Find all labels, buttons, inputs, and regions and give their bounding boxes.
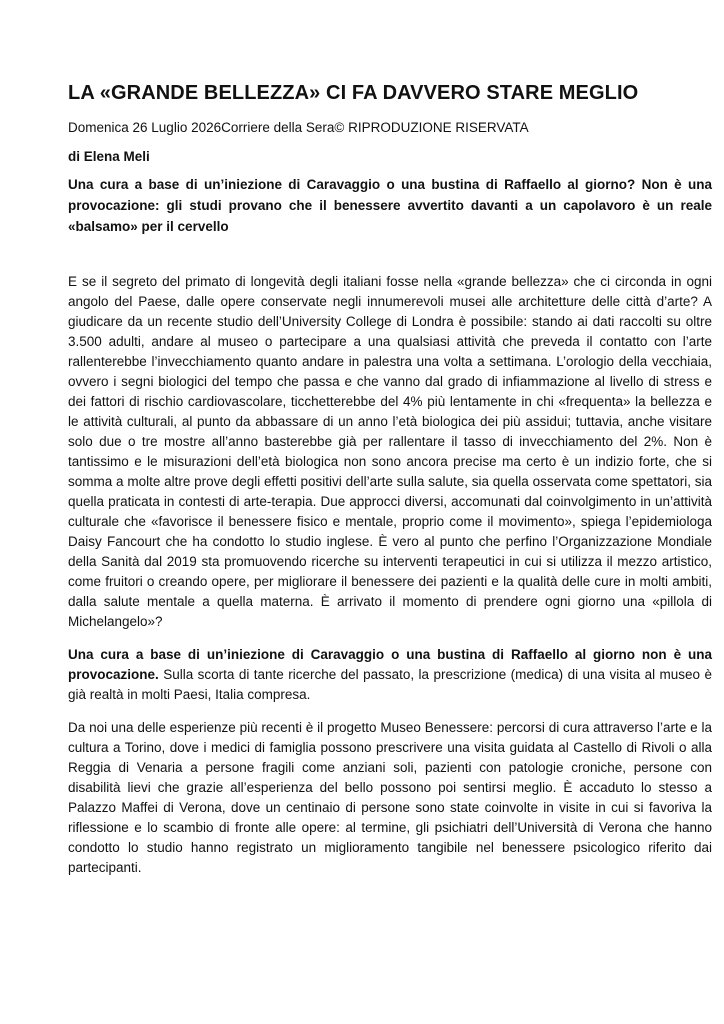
article-title: LA «GRANDE BELLEZZA» CI FA DAVVERO STARE MEGLIO <box>68 82 639 104</box>
article <box>68 80 712 878</box>
article-summary: Una cura a base di un’iniezione di Caravaggio o una bustina di Raffaello al giorno? Non è una provocazione: gli studi provano che il benessere avvertito davanti a un capolavoro è un reale «balsamo» per il cervello <box>68 177 712 234</box>
article-paragraph-1: E se il segreto del primato di longevità degli italiani fosse nella «grande bellezza» che ci circonda in ogni angolo del Paese, dalle opere conservate negli innumerevoli musei alle architetture delle città d’arte? A giudicare da un recente studio dell’University College di Londra è possibile: stando ai dati raccolti su oltre 3.500 adulti, andare al museo o partecipare a una qualsiasi attività che preveda il contatto con l’arte rallenterebbe l’invecchiamento quanto andare in palestra una volta a settimana. L’orologio della vecchiaia, ovvero i segni biologici del tempo che passa e che vanno dal grado di infiammazione al livello di stress e dei fattori di rischio cardiovascolare, ticchetterebbe del 4% più lentamente in chi «frequenta» la bellezza e le attività culturali, al punto da abbassare di un anno l’età biologica dei più assidui; tuttavia, anche visitare solo due o tre mostre all’anno basterebbe già per rallentare il tasso di invecchiamento del 2%. Non è tantissimo e le misurazioni dell’età biologica non sono ancora precise ma certo è un indizio forte, che si somma a molte altre prove degli effetti positivi dell’arte sulla salute, sia quella osservata come spettatori, sia quella praticata in contesti di arte-terapia. Due approcci diversi, accomunati dal coinvolgimento in un’attività culturale che «favorisce il benessere fisico e mentale, proprio come il movimento», spiega l’epidemiologa Daisy Fancourt che ha condotto lo studio inglese. È vero al punto che perfino l’Organizzazione Mondiale della Sanità dal 2019 sta promuovendo ricerche su interventi terapeutici in cui si utilizza il mezzo artistico, come fruitori o creando opere, per migliorare il benessere dei pazienti e la qualità delle cure in molti ambiti, dalla salute mentale a quella materna. È arrivato il momento di prendere ogni giorno una «pillola di Michelangelo»? <box>68 274 712 629</box>
article-meta: Domenica 26 Luglio 2026Corriere della Sera© RIPRODUZIONE RISERVATA <box>68 120 529 135</box>
paragraph-2-lead: Una cura a base di un’iniezione di Caravaggio o una bustina di Raffaello al giorno non è una provocazione. <box>68 647 712 682</box>
article-paragraph-2 <box>68 645 712 705</box>
paragraph-2-rest: Sulla scorta di tante ricerche del passato, la prescrizione (medica) di una visita al museo è già realtà in molti Paesi, Italia compresa. <box>68 667 712 702</box>
article-paragraph-3: Da noi una delle esperienze più recenti è il progetto Museo Benessere: percorsi di cura attraverso l’arte e la cultura a Torino, dove i medici di famiglia possono prescrivere una visita guidata al Castello di Rivoli o alla Reggia di Venaria a persone fragili come anziani soli, pazienti con patologie croniche, persone con disabilità lievi che grazie all’esperienza del bello possono poi sentirsi meglio. È accaduto lo stesso a Palazzo Maffei di Verona, dove un centinaio di persone sono state coinvolte in visite in cui si favoriva la riflessione e lo scambio di fronte alle opere: al termine, gli psichiatri dell’Università di Verona che hanno condotto lo studio hanno registrato un miglioramento tangibile nel benessere psicologico riferito dai partecipanti. <box>68 720 712 875</box>
article-byline: di Elena Meli <box>68 149 150 164</box>
